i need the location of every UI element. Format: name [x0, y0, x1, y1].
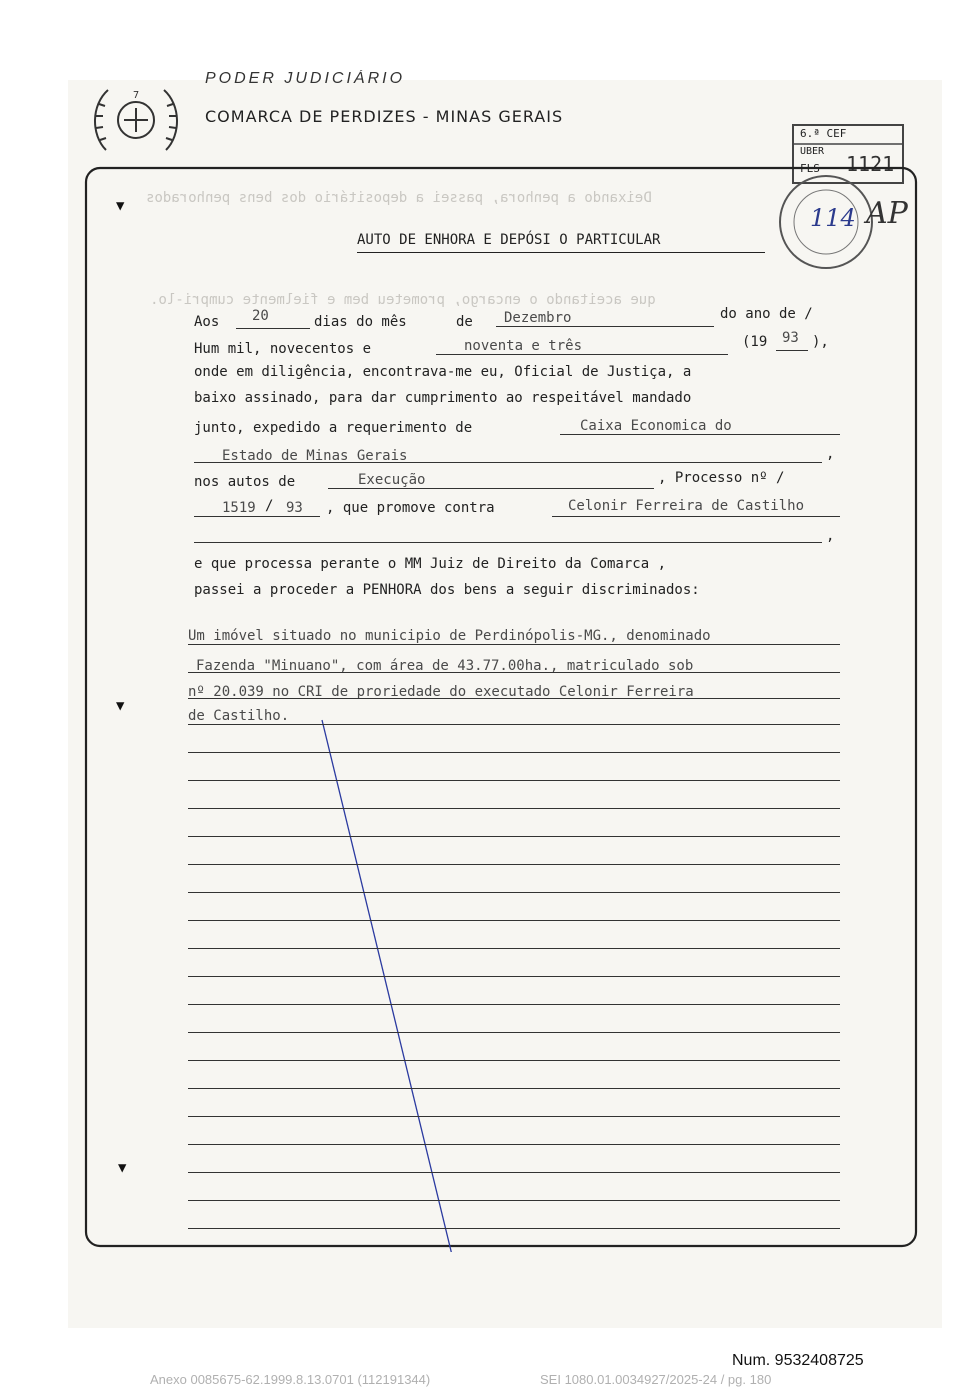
margin-marker: ▼: [116, 198, 125, 214]
ruled-line: [188, 920, 840, 921]
label-dias-do-mes: dias do mês: [314, 314, 407, 330]
ruled-line: [188, 1116, 840, 1117]
ruled-line: [188, 836, 840, 837]
creditor-underline-1: [560, 434, 840, 435]
page-number-handwritten: 114: [810, 204, 856, 232]
process-underline: [194, 516, 320, 517]
sei-reference: SEI 1080.01.0034927/2025-24 / pg. 180: [540, 1372, 772, 1387]
year-digits-underline: [776, 350, 808, 351]
margin-marker: ▼: [116, 698, 125, 714]
month-underline: [496, 326, 714, 327]
form-text-line-4: baixo assinado, para dar cumprimento ao respeitável mandado: [194, 390, 692, 406]
title-underline: [357, 252, 765, 253]
form-text-line-10: e que processa perante o MM Juiz de Direito da Comarca ,: [194, 556, 667, 572]
court-heading: COMARCA DE PERDIZES - MINAS GERAIS: [205, 107, 564, 126]
property-description-line-4: de Castilho.: [188, 708, 290, 724]
label-year-close: ),: [812, 334, 829, 350]
document-title: AUTO DE ENHORA E DEPÓSI O PARTICULAR: [357, 232, 661, 248]
ruled-line: [188, 1144, 840, 1145]
ruled-line: [188, 1088, 840, 1089]
label-year-open: (19: [742, 334, 768, 350]
sheet-stamp-line2: UBER: [800, 146, 825, 157]
ruled-line: [188, 892, 840, 893]
field-year-words: noventa e três: [464, 338, 583, 354]
label-processo: , Processo nº /: [658, 470, 785, 486]
ruled-line: [188, 724, 840, 725]
ruled-line: [188, 864, 840, 865]
label-hum-mil: Hum mil, novecentos e: [194, 341, 372, 357]
ruled-line: [188, 780, 840, 781]
field-creditor-2: Estado de Minas Gerais: [222, 448, 408, 464]
document-number: Num. 9532408725: [732, 1352, 864, 1369]
coat-of-arms-seal: [86, 80, 186, 156]
year-words-underline: [436, 354, 728, 355]
form-text-line-11: passei a proceder a PENHORA dos bens a seguir discriminados:: [194, 582, 700, 598]
form-text-line-5: junto, expedido a requerimento de: [194, 420, 473, 436]
ruled-line: [188, 1200, 840, 1201]
form-text-line-3: onde em diligência, encontrava-me eu, Oficial de Justiça, a: [194, 364, 692, 380]
ruled-line: [188, 644, 840, 645]
field-defendant: Celonir Ferreira de Castilho: [568, 498, 805, 514]
creditor-underline-2: [194, 462, 822, 463]
field-day: 20: [252, 308, 269, 324]
bleed-through-text-1: Deixando a penhora, passei a depositário dos bens penhorados: [146, 190, 652, 206]
day-underline: [236, 328, 310, 329]
ruled-line: [188, 948, 840, 949]
defendant-underline: [552, 516, 840, 517]
label-promove-contra: , que promove contra: [326, 500, 495, 516]
property-description-line-1: Um imóvel situado no municipio de Perdinópolis-MG., denominado: [188, 628, 711, 644]
ruled-line: [188, 808, 840, 809]
ruled-line: [188, 672, 840, 673]
header-partial-text: PODER JUDICIÁRIO: [205, 70, 406, 84]
ruled-line: [188, 976, 840, 977]
margin-marker: ▼: [118, 1160, 127, 1176]
bleed-through-text-2: que aceitando o encargo, prometeu bem e fielmente cumpri-lo.: [150, 292, 656, 308]
blank-line: [194, 542, 822, 543]
field-process-number: 1519: [222, 500, 256, 516]
field-process-year: 93: [286, 500, 303, 516]
sheet-stamp-line3: FLS: [800, 162, 820, 175]
ruled-line: [188, 698, 840, 699]
label-slash: /: [265, 498, 274, 514]
field-year-digits: 93: [782, 330, 799, 346]
svg-text:7: 7: [132, 90, 140, 101]
ruled-line: [188, 1004, 840, 1005]
field-creditor-1: Caixa Economica do: [580, 418, 732, 434]
action-underline: [328, 488, 654, 489]
annex-reference: Anexo 0085675-62.1999.8.13.0701 (112191344): [150, 1372, 431, 1387]
sheet-stamp-line1: 6.ª CEF: [800, 127, 847, 140]
ruled-line: [188, 1172, 840, 1173]
ruled-line: [188, 1060, 840, 1061]
label-aos: Aos: [194, 314, 220, 330]
sheet-number: 1121: [846, 152, 895, 176]
ruled-line: [188, 752, 840, 753]
comma-mark-2: ,: [826, 528, 835, 544]
field-action: Execução: [358, 472, 426, 488]
comma-mark: ,: [826, 446, 835, 462]
label-nos-autos: nos autos de: [194, 474, 296, 490]
ruled-line: [188, 1032, 840, 1033]
initials-signature: AP: [866, 196, 908, 231]
label-de: de: [456, 314, 473, 330]
label-do-ano: do ano de /: [720, 306, 813, 322]
property-description-line-3: nº 20.039 no CRI de proriedade do executado Celonir Ferreira: [188, 684, 694, 700]
ruled-line: [188, 1228, 840, 1229]
property-description-line-2: Fazenda "Minuano", com área de 43.77.00ha., matriculado sob: [196, 658, 694, 674]
field-month: Dezembro: [504, 310, 572, 326]
